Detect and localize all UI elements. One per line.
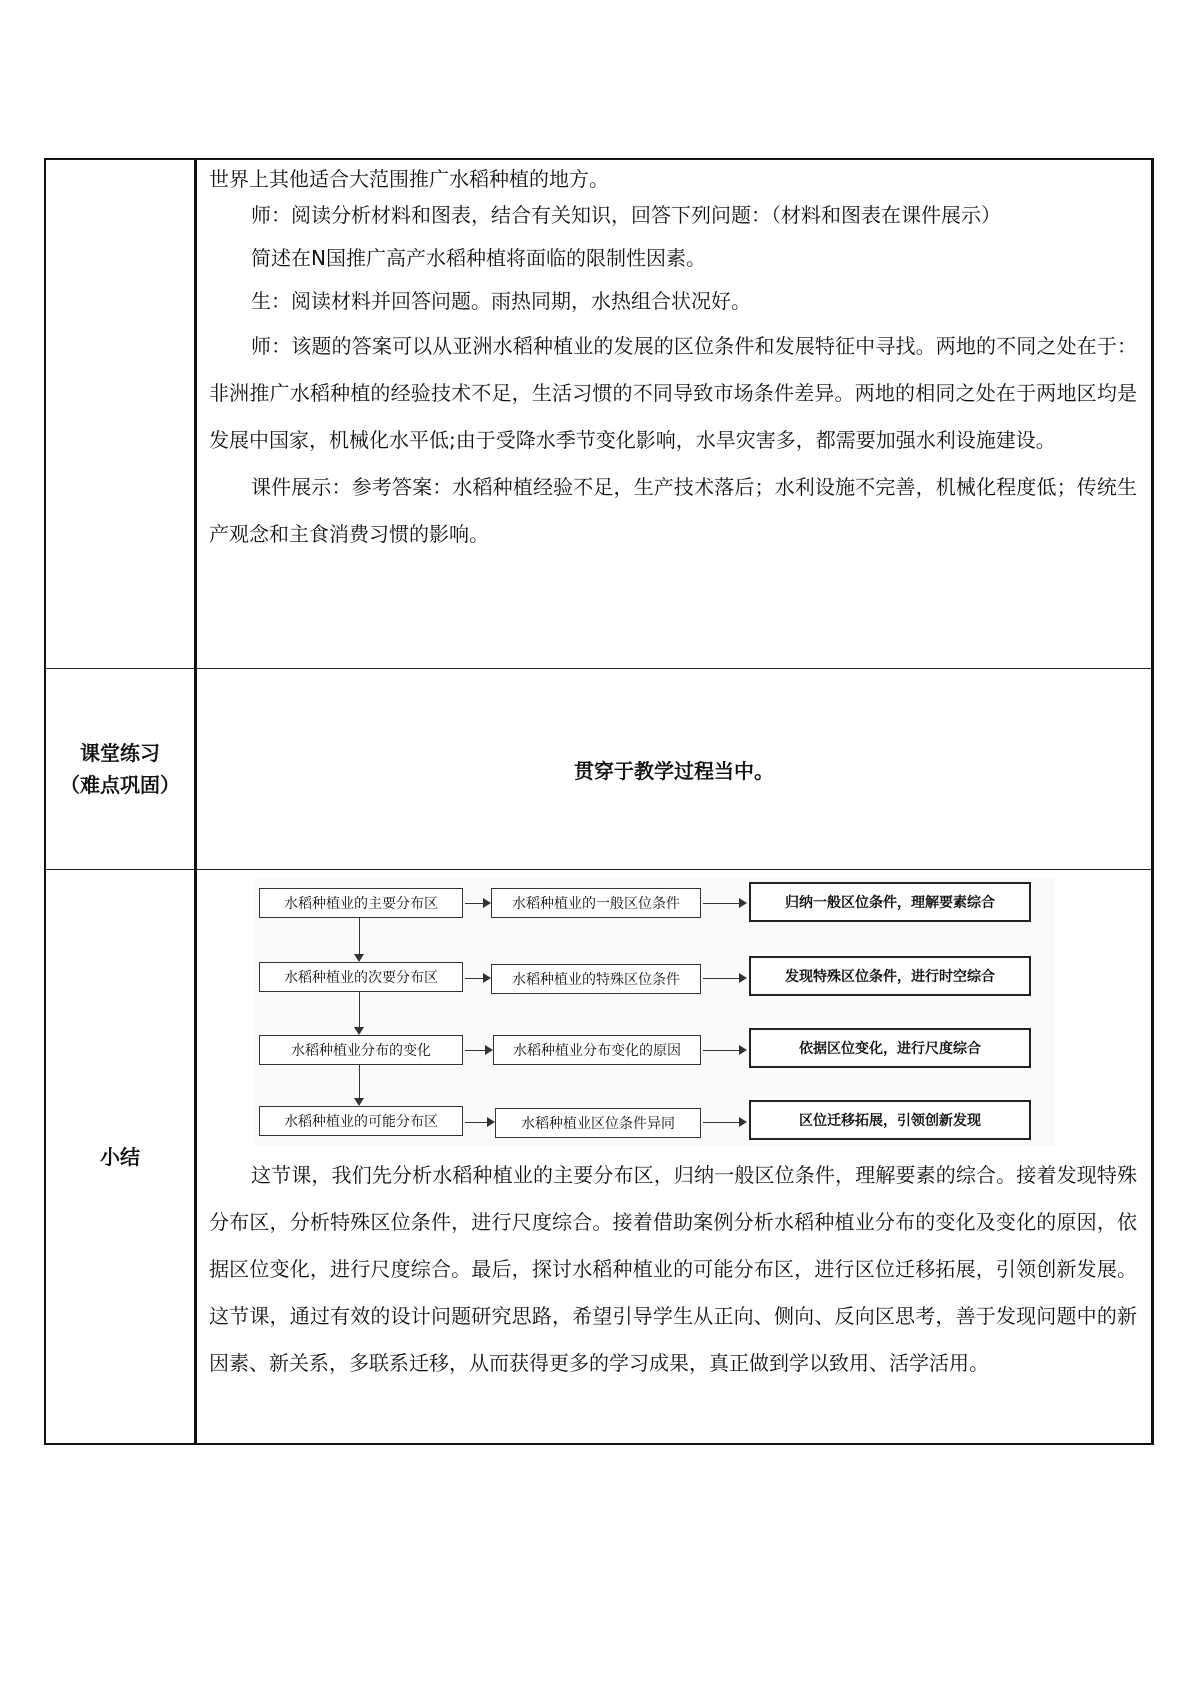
table-row-summary [45, 870, 1153, 1445]
flow-box-possible-area: 水稻种植业的可能分布区 [259, 1106, 463, 1136]
paragraph: 简述在N国推广高产水稻种植将面临的限制性因素。 [251, 246, 706, 270]
row-label-practice [45, 669, 196, 870]
practice-text: 贯穿于教学过程当中。 [574, 758, 774, 783]
flow-box-innovation: 区位迁移拓展，引领创新发现 [749, 1100, 1031, 1140]
arrow-down [359, 918, 360, 960]
arrow-right [703, 978, 745, 979]
flow-box-change-reasons: 水稻种植业分布变化的原因 [493, 1035, 701, 1065]
flow-box-condition-comparison: 水稻种植业区位条件异同 [495, 1108, 701, 1138]
paragraph: 课件展示：参考答案：水稻种植经验不足，生产技术落后；水利设施不完善，机械化程度低；传统生产观念和主食消费习惯的影响。 [209, 475, 1137, 546]
arrow-right [465, 978, 489, 979]
flow-box-scale-synthesis: 依据区位变化，进行尺度综合 [749, 1028, 1031, 1068]
discussion-content [196, 159, 1153, 669]
lesson-plan-table [44, 158, 1154, 1445]
arrow-right [703, 1122, 745, 1123]
practice-content [196, 669, 1153, 870]
arrow-right [465, 1122, 493, 1123]
summary-paragraph: 这节课，我们先分析水稻种植业的主要分布区，归纳一般区位条件，理解要素的综合。接着发现特殊分布区，分析特殊区位条件，进行尺度综合。接着借助案例分析水稻种植业分布的变化及变化的原因，依据区位变化，进行尺度综合。最后，探讨水稻种植业的可能分布区，进行区位迁移拓展，引领创新发展。这节课，通过有效的设计问题研究思路，希望引导学生从正向、侧向、反向区思考，善于发现问题中的新因素、新关系，多联系迁移，从而获得更多的学习成果，真正做到学以致用、活学活用。 [209, 1163, 1137, 1375]
lesson-plan-sheet [44, 158, 1154, 1445]
paragraph: 师：该题的答案可以从亚洲水稻种植业的发展的区位条件和发展特征中寻找。两地的不同之处在于：非洲推广水稻种植的经验技术不足，生活习惯的不同导致市场条件差异。两地的相同之处在于两地区均是发展中国家，机械化水平低;由于受降水季节变化影响，水旱灾害多，都需要加强水利设施建设。 [209, 334, 1137, 452]
arrow-right [703, 903, 745, 904]
flow-box-distribution-change: 水稻种植业分布的变化 [259, 1035, 463, 1065]
arrow-right [465, 1050, 491, 1051]
flow-box-special-conditions: 水稻种植业的特殊区位条件 [491, 964, 701, 994]
table-row-practice [45, 669, 1153, 870]
summary-flowchart [255, 878, 1055, 1146]
arrow-down [359, 992, 360, 1033]
flow-box-spatiotemporal-synthesis: 发现特殊区位条件，进行时空综合 [749, 956, 1031, 996]
arrow-right [465, 903, 489, 904]
practice-label-line2: （难点巩固） [60, 773, 180, 797]
practice-label-line1: 课堂练习 [80, 741, 160, 765]
flow-box-general-conditions: 水稻种植业的一般区位条件 [491, 888, 701, 918]
table-row-discussion [45, 159, 1153, 669]
paragraph: 师：阅读分析材料和图表，结合有关知识，回答下列问题：（材料和图表在课件展示） [251, 203, 1001, 227]
summary-content [196, 870, 1153, 1445]
arrow-down [359, 1065, 360, 1104]
arrow-right [703, 1050, 745, 1051]
row-label-summary [45, 870, 196, 1445]
flow-box-secondary-area: 水稻种植业的次要分布区 [259, 962, 463, 992]
summary-label: 小结 [100, 1144, 140, 1169]
flow-box-element-synthesis: 归纳一般区位条件，理解要素综合 [749, 882, 1031, 922]
paragraph: 世界上其他适合大范围推广水稻种植的地方。 [209, 167, 609, 191]
row-label-empty [45, 159, 196, 669]
flow-box-main-area: 水稻种植业的主要分布区 [259, 888, 463, 918]
paragraph: 生：阅读材料并回答问题。雨热同期，水热组合状况好。 [251, 289, 751, 313]
